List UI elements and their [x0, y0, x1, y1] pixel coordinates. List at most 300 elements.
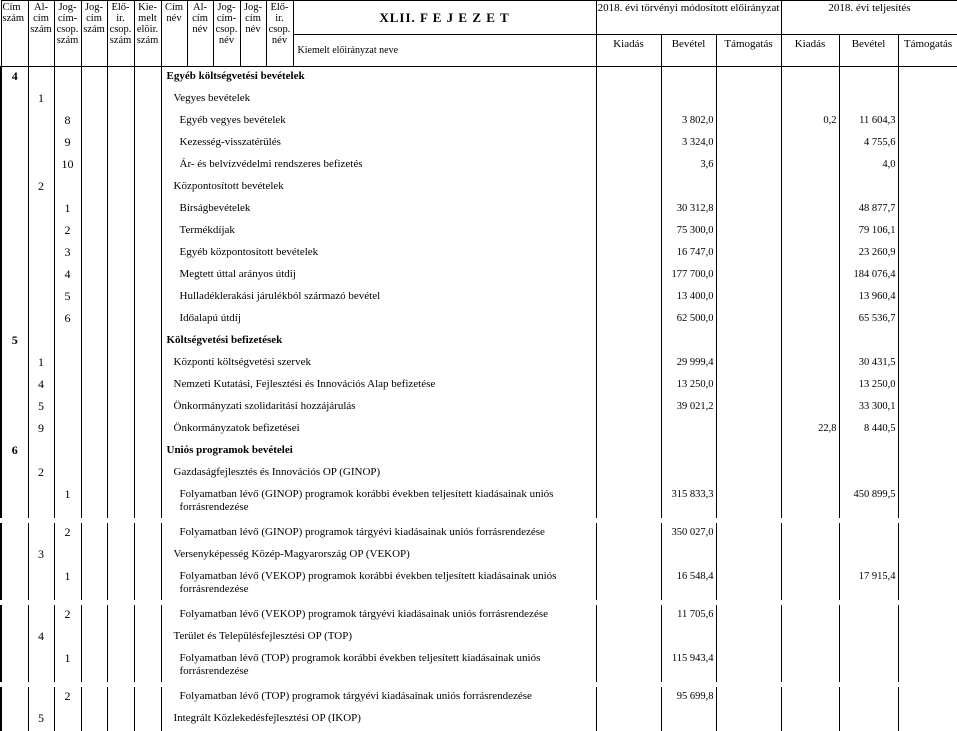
- table-body: [1, 67, 957, 731]
- est-kiadas-cell: [596, 441, 661, 463]
- table-row: [1, 199, 957, 221]
- col-header-act-bevetel: Bevétel: [839, 35, 898, 67]
- est-bevetel-cell: 75 300,0: [661, 221, 716, 243]
- kiemelt-szam-cell: [134, 111, 161, 133]
- cim-szam-cell: [1, 221, 28, 243]
- kiemelt-szam-cell: [134, 221, 161, 243]
- eloircsop-szam-cell: [107, 523, 134, 545]
- jogcimcsop-szam-cell: 2: [54, 605, 81, 627]
- alcim-szam-cell: [28, 485, 54, 518]
- est-tamogatas-cell: [716, 177, 781, 199]
- est-tamogatas-cell: [716, 485, 781, 518]
- est-bevetel-cell: 350 027,0: [661, 523, 716, 545]
- act-tamogatas-cell: [898, 89, 957, 111]
- jogcim-szam-cell: [81, 67, 107, 90]
- alcim-szam-cell: [28, 199, 54, 221]
- table-row: [1, 649, 957, 682]
- jogcimcsop-szam-cell: [54, 627, 81, 649]
- cim-szam-cell: [1, 287, 28, 309]
- kiemelt-szam-cell: [134, 177, 161, 199]
- alcim-szam-cell: 3: [28, 545, 54, 567]
- alcim-szam-cell: 5: [28, 709, 54, 731]
- jogcim-szam-cell: [81, 687, 107, 709]
- est-kiadas-cell: [596, 133, 661, 155]
- kiemelt-szam-cell: [134, 441, 161, 463]
- act-bevetel-cell: [839, 463, 898, 485]
- item-name-cell: Bírságbevételek: [161, 199, 596, 221]
- alcim-szam-cell: [28, 221, 54, 243]
- alcim-szam-cell: 2: [28, 177, 54, 199]
- item-name-cell: Gazdaságfejlesztés és Innovációs OP (GINOP): [161, 463, 596, 485]
- cim-szam-cell: 5: [1, 331, 28, 353]
- act-kiadas-cell: [781, 221, 839, 243]
- jogcim-szam-cell: [81, 397, 107, 419]
- jogcim-szam-cell: [81, 155, 107, 177]
- alcim-szam-cell: [28, 687, 54, 709]
- item-name-cell: Költségvetési befizetések: [161, 331, 596, 353]
- col-header-alcim-nev: Al-cím név: [187, 1, 213, 67]
- act-tamogatas-cell: [898, 627, 957, 649]
- jogcim-szam-cell: [81, 199, 107, 221]
- est-bevetel-cell: 13 250,0: [661, 375, 716, 397]
- eloircsop-szam-cell: [107, 133, 134, 155]
- act-kiadas-cell: [781, 545, 839, 567]
- item-name-cell: Nemzeti Kutatási, Fejlesztési és Innovációs Alap befizetése: [161, 375, 596, 397]
- est-bevetel-cell: [661, 89, 716, 111]
- jogcim-szam-cell: [81, 605, 107, 627]
- eloircsop-szam-cell: [107, 89, 134, 111]
- kiemelt-szam-cell: [134, 155, 161, 177]
- alcim-szam-cell: 1: [28, 353, 54, 375]
- est-tamogatas-cell: [716, 287, 781, 309]
- alcim-szam-cell: [28, 523, 54, 545]
- kiemelt-szam-cell: [134, 709, 161, 731]
- eloircsop-szam-cell: [107, 265, 134, 287]
- jogcim-szam-cell: [81, 353, 107, 375]
- kiemelt-szam-cell: [134, 353, 161, 375]
- group-header-actual: 2018. évi teljesítés: [781, 1, 957, 35]
- jogcim-szam-cell: [81, 309, 107, 331]
- jogcimcsop-szam-cell: 2: [54, 687, 81, 709]
- col-header-jogcimcsop-szam: Jog-cím-csop. szám: [54, 1, 81, 67]
- est-bevetel-cell: [661, 177, 716, 199]
- act-bevetel-cell: 184 076,4: [839, 265, 898, 287]
- alcim-szam-cell: [28, 649, 54, 682]
- act-kiadas-cell: [781, 353, 839, 375]
- est-kiadas-cell: [596, 545, 661, 567]
- kiemelt-szam-cell: [134, 67, 161, 90]
- act-kiadas-cell: [781, 67, 839, 90]
- eloircsop-szam-cell: [107, 567, 134, 600]
- est-bevetel-cell: 3 802,0: [661, 111, 716, 133]
- cim-szam-cell: [1, 111, 28, 133]
- alcim-szam-cell: [28, 155, 54, 177]
- est-bevetel-cell: 115 943,4: [661, 649, 716, 682]
- act-bevetel-cell: 65 536,7: [839, 309, 898, 331]
- kiemelt-szam-cell: [134, 89, 161, 111]
- cim-szam-cell: [1, 397, 28, 419]
- table-row: [1, 89, 957, 111]
- kiemelt-szam-cell: [134, 287, 161, 309]
- col-header-jogcim-nev: Jog-cím név: [240, 1, 266, 67]
- alcim-szam-cell: 2: [28, 463, 54, 485]
- act-kiadas-cell: [781, 199, 839, 221]
- cim-szam-cell: [1, 485, 28, 518]
- jogcimcsop-szam-cell: 8: [54, 111, 81, 133]
- cim-szam-cell: [1, 567, 28, 600]
- act-kiadas-cell: [781, 523, 839, 545]
- col-header-act-kiadas: Kiadás: [781, 35, 839, 67]
- jogcim-szam-cell: [81, 567, 107, 600]
- act-kiadas-cell: [781, 287, 839, 309]
- table-row: [1, 67, 957, 90]
- est-bevetel-cell: [661, 419, 716, 441]
- est-kiadas-cell: [596, 243, 661, 265]
- cim-szam-cell: [1, 155, 28, 177]
- est-bevetel-cell: 11 705,6: [661, 605, 716, 627]
- jogcimcsop-szam-cell: 6: [54, 309, 81, 331]
- est-kiadas-cell: [596, 287, 661, 309]
- act-tamogatas-cell: [898, 441, 957, 463]
- act-kiadas-cell: [781, 265, 839, 287]
- item-name-cell: Önkormányzati szolidaritási hozzájárulás: [161, 397, 596, 419]
- est-kiadas-cell: [596, 649, 661, 682]
- alcim-szam-cell: [28, 243, 54, 265]
- group-header-estimate: 2018. évi törvényi módosított előirányzat: [596, 1, 781, 35]
- est-bevetel-cell: 29 999,4: [661, 353, 716, 375]
- act-bevetel-cell: [839, 545, 898, 567]
- est-bevetel-cell: [661, 67, 716, 90]
- cim-szam-cell: [1, 243, 28, 265]
- eloircsop-szam-cell: [107, 397, 134, 419]
- jogcim-szam-cell: [81, 485, 107, 518]
- item-name-cell: Önkormányzatok befizetései: [161, 419, 596, 441]
- eloircsop-szam-cell: [107, 485, 134, 518]
- jogcimcsop-szam-cell: 1: [54, 567, 81, 600]
- item-name-cell: Egyéb vegyes bevételek: [161, 111, 596, 133]
- est-tamogatas-cell: [716, 111, 781, 133]
- item-name-cell: Ár- és belvízvédelmi rendszeres befizetés: [161, 155, 596, 177]
- jogcimcsop-szam-cell: 9: [54, 133, 81, 155]
- table-row: [1, 605, 957, 627]
- cim-szam-cell: [1, 627, 28, 649]
- eloircsop-szam-cell: [107, 419, 134, 441]
- jogcimcsop-szam-cell: 10: [54, 155, 81, 177]
- act-kiadas-cell: [781, 649, 839, 682]
- jogcim-szam-cell: [81, 221, 107, 243]
- jogcimcsop-szam-cell: [54, 89, 81, 111]
- act-kiadas-cell: [781, 177, 839, 199]
- act-kiadas-cell: [781, 375, 839, 397]
- act-kiadas-cell: 0,2: [781, 111, 839, 133]
- kiemelt-szam-cell: [134, 567, 161, 600]
- alcim-szam-cell: 1: [28, 89, 54, 111]
- est-bevetel-cell: [661, 709, 716, 731]
- est-kiadas-cell: [596, 177, 661, 199]
- est-tamogatas-cell: [716, 627, 781, 649]
- act-tamogatas-cell: [898, 709, 957, 731]
- alcim-szam-cell: 9: [28, 419, 54, 441]
- act-kiadas-cell: [781, 133, 839, 155]
- jogcimcsop-szam-cell: [54, 463, 81, 485]
- cim-szam-cell: [1, 353, 28, 375]
- table-row: [1, 397, 957, 419]
- act-kiadas-cell: [781, 709, 839, 731]
- cim-szam-cell: [1, 545, 28, 567]
- act-kiadas-cell: [781, 243, 839, 265]
- table-row: [1, 177, 957, 199]
- cim-szam-cell: [1, 649, 28, 682]
- jogcimcsop-szam-cell: 3: [54, 243, 81, 265]
- eloircsop-szam-cell: [107, 331, 134, 353]
- cim-szam-cell: [1, 463, 28, 485]
- act-bevetel-cell: [839, 177, 898, 199]
- act-bevetel-cell: 8 440,5: [839, 419, 898, 441]
- jogcimcsop-szam-cell: [54, 419, 81, 441]
- table-row: [1, 331, 957, 353]
- kiemelt-szam-cell: [134, 419, 161, 441]
- est-kiadas-cell: [596, 687, 661, 709]
- table-row: [1, 155, 957, 177]
- jogcimcsop-szam-cell: 4: [54, 265, 81, 287]
- alcim-szam-cell: 4: [28, 627, 54, 649]
- cim-szam-cell: [1, 89, 28, 111]
- kiemelt-szam-cell: [134, 309, 161, 331]
- act-kiadas-cell: [781, 463, 839, 485]
- item-name-cell: Megtett úttal arányos útdíj: [161, 265, 596, 287]
- act-tamogatas-cell: [898, 375, 957, 397]
- est-tamogatas-cell: [716, 605, 781, 627]
- est-bevetel-cell: 30 312,8: [661, 199, 716, 221]
- act-tamogatas-cell: [898, 331, 957, 353]
- act-bevetel-cell: 30 431,5: [839, 353, 898, 375]
- col-header-est-bevetel: Bevétel: [661, 35, 716, 67]
- act-tamogatas-cell: [898, 177, 957, 199]
- est-bevetel-cell: 3 324,0: [661, 133, 716, 155]
- jogcim-szam-cell: [81, 133, 107, 155]
- est-kiadas-cell: [596, 265, 661, 287]
- act-bevetel-cell: [839, 523, 898, 545]
- est-kiadas-cell: [596, 375, 661, 397]
- cim-szam-cell: [1, 419, 28, 441]
- act-kiadas-cell: [781, 605, 839, 627]
- est-tamogatas-cell: [716, 67, 781, 90]
- table-row: [1, 133, 957, 155]
- est-tamogatas-cell: [716, 199, 781, 221]
- act-tamogatas-cell: [898, 353, 957, 375]
- eloircsop-szam-cell: [107, 687, 134, 709]
- col-header-act-tamogatas: Támogatás: [898, 35, 957, 67]
- kiemelt-szam-cell: [134, 545, 161, 567]
- est-tamogatas-cell: [716, 331, 781, 353]
- jogcim-szam-cell: [81, 331, 107, 353]
- table-row: [1, 567, 957, 600]
- cim-szam-cell: 6: [1, 441, 28, 463]
- item-name-cell: Folyamatban lévő (GINOP) programok tárgyévi kiadásainak uniós forrásrendezése: [161, 523, 596, 545]
- est-tamogatas-cell: [716, 649, 781, 682]
- est-tamogatas-cell: [716, 567, 781, 600]
- est-tamogatas-cell: [716, 709, 781, 731]
- alcim-szam-cell: [28, 111, 54, 133]
- est-bevetel-cell: 62 500,0: [661, 309, 716, 331]
- jogcim-szam-cell: [81, 243, 107, 265]
- item-name-cell: Uniós programok bevételei: [161, 441, 596, 463]
- jogcimcsop-szam-cell: [54, 331, 81, 353]
- table-row: [1, 441, 957, 463]
- col-header-kiemelt-szam: Kie-melt elöir. szám: [134, 1, 161, 67]
- item-name-cell: Folyamatban lévő (VEKOP) programok tárgyévi kiadásainak uniós forrásrendezése: [161, 605, 596, 627]
- est-tamogatas-cell: [716, 375, 781, 397]
- cim-szam-cell: [1, 375, 28, 397]
- est-kiadas-cell: [596, 605, 661, 627]
- est-tamogatas-cell: [716, 243, 781, 265]
- eloircsop-szam-cell: [107, 605, 134, 627]
- jogcimcsop-szam-cell: 5: [54, 287, 81, 309]
- jogcimcsop-szam-cell: [54, 67, 81, 90]
- col-header-est-kiadas: Kiadás: [596, 35, 661, 67]
- act-tamogatas-cell: [898, 67, 957, 90]
- act-bevetel-cell: [839, 331, 898, 353]
- act-tamogatas-cell: [898, 287, 957, 309]
- jogcimcsop-szam-cell: 2: [54, 221, 81, 243]
- act-kiadas-cell: [781, 441, 839, 463]
- cim-szam-cell: [1, 605, 28, 627]
- est-kiadas-cell: [596, 627, 661, 649]
- col-header-cim-nev: Cím név: [161, 1, 187, 67]
- est-kiadas-cell: [596, 567, 661, 600]
- est-tamogatas-cell: [716, 155, 781, 177]
- cim-szam-cell: [1, 687, 28, 709]
- act-bevetel-cell: 11 604,3: [839, 111, 898, 133]
- act-kiadas-cell: 22,8: [781, 419, 839, 441]
- alcim-szam-cell: [28, 265, 54, 287]
- act-tamogatas-cell: [898, 485, 957, 518]
- col-header-cim-szam: Cím szám: [1, 1, 28, 67]
- kiemelt-szam-cell: [134, 331, 161, 353]
- col-header-alcim-szam: Al-cím szám: [28, 1, 54, 67]
- kiemelt-szam-cell: [134, 463, 161, 485]
- est-kiadas-cell: [596, 463, 661, 485]
- alcim-szam-cell: [28, 67, 54, 90]
- act-kiadas-cell: [781, 627, 839, 649]
- alcim-szam-cell: [28, 331, 54, 353]
- act-bevetel-cell: 17 915,4: [839, 567, 898, 600]
- jogcimcsop-szam-cell: 1: [54, 485, 81, 518]
- est-kiadas-cell: [596, 331, 661, 353]
- jogcimcsop-szam-cell: [54, 397, 81, 419]
- est-bevetel-cell: [661, 331, 716, 353]
- eloircsop-szam-cell: [107, 709, 134, 731]
- item-name-cell: Vegyes bevételek: [161, 89, 596, 111]
- eloircsop-szam-cell: [107, 545, 134, 567]
- jogcim-szam-cell: [81, 419, 107, 441]
- act-tamogatas-cell: [898, 111, 957, 133]
- jogcimcsop-szam-cell: [54, 353, 81, 375]
- eloircsop-szam-cell: [107, 375, 134, 397]
- act-tamogatas-cell: [898, 397, 957, 419]
- col-header-eloircsop-nev: Elő-ir. csop. név: [266, 1, 293, 67]
- est-bevetel-cell: 177 700,0: [661, 265, 716, 287]
- table-row: [1, 627, 957, 649]
- col-header-eloircsop-szam: Elő-ir. csop. szám: [107, 1, 134, 67]
- act-tamogatas-cell: [898, 463, 957, 485]
- jogcimcsop-szam-cell: [54, 375, 81, 397]
- table-row: [1, 309, 957, 331]
- jogcimcsop-szam-cell: 1: [54, 649, 81, 682]
- est-tamogatas-cell: [716, 89, 781, 111]
- act-tamogatas-cell: [898, 243, 957, 265]
- est-kiadas-cell: [596, 419, 661, 441]
- kiemelt-szam-cell: [134, 523, 161, 545]
- eloircsop-szam-cell: [107, 441, 134, 463]
- act-tamogatas-cell: [898, 199, 957, 221]
- est-bevetel-cell: 315 833,3: [661, 485, 716, 518]
- act-tamogatas-cell: [898, 567, 957, 600]
- act-bevetel-cell: 13 250,0: [839, 375, 898, 397]
- est-kiadas-cell: [596, 221, 661, 243]
- est-bevetel-cell: 16 747,0: [661, 243, 716, 265]
- eloircsop-szam-cell: [107, 177, 134, 199]
- act-tamogatas-cell: [898, 221, 957, 243]
- table-row: [1, 375, 957, 397]
- table-row: [1, 485, 957, 518]
- chapter-title: XLII. F E J E Z E T: [293, 1, 596, 35]
- jogcim-szam-cell: [81, 463, 107, 485]
- jogcim-szam-cell: [81, 287, 107, 309]
- cim-szam-cell: [1, 199, 28, 221]
- kiemelt-szam-cell: [134, 375, 161, 397]
- item-name-cell: Egyéb költségvetési bevételek: [161, 67, 596, 90]
- est-tamogatas-cell: [716, 523, 781, 545]
- est-bevetel-cell: [661, 463, 716, 485]
- item-name-cell: Versenyképesség Közép-Magyarország OP (VEKOP): [161, 545, 596, 567]
- act-kiadas-cell: [781, 309, 839, 331]
- eloircsop-szam-cell: [107, 309, 134, 331]
- alcim-szam-cell: [28, 287, 54, 309]
- kiemelt-szam-cell: [134, 627, 161, 649]
- est-kiadas-cell: [596, 523, 661, 545]
- eloircsop-szam-cell: [107, 649, 134, 682]
- item-name-cell: Központosított bevételek: [161, 177, 596, 199]
- act-bevetel-cell: [839, 441, 898, 463]
- table-row: [1, 111, 957, 133]
- jogcim-szam-cell: [81, 111, 107, 133]
- cim-szam-cell: [1, 709, 28, 731]
- table-row: [1, 709, 957, 731]
- jogcimcsop-szam-cell: [54, 709, 81, 731]
- col-header-jogcimcsop-nev: Jog-cím-csop. név: [213, 1, 240, 67]
- alcim-szam-cell: 5: [28, 397, 54, 419]
- eloircsop-szam-cell: [107, 221, 134, 243]
- eloircsop-szam-cell: [107, 67, 134, 90]
- act-kiadas-cell: [781, 567, 839, 600]
- item-name-cell: Folyamatban lévő (TOP) programok korábbi években teljesített kiadásainak uniós forrásrendezése: [161, 649, 596, 682]
- alcim-szam-cell: 4: [28, 375, 54, 397]
- est-tamogatas-cell: [716, 441, 781, 463]
- est-kiadas-cell: [596, 309, 661, 331]
- jogcimcsop-szam-cell: [54, 177, 81, 199]
- jogcim-szam-cell: [81, 523, 107, 545]
- act-bevetel-cell: 450 899,5: [839, 485, 898, 518]
- act-kiadas-cell: [781, 397, 839, 419]
- est-bevetel-cell: [661, 545, 716, 567]
- est-tamogatas-cell: [716, 221, 781, 243]
- table-row: [1, 523, 957, 545]
- act-bevetel-cell: 13 960,4: [839, 287, 898, 309]
- kiemelt-szam-cell: [134, 265, 161, 287]
- est-kiadas-cell: [596, 709, 661, 731]
- est-bevetel-cell: 95 699,8: [661, 687, 716, 709]
